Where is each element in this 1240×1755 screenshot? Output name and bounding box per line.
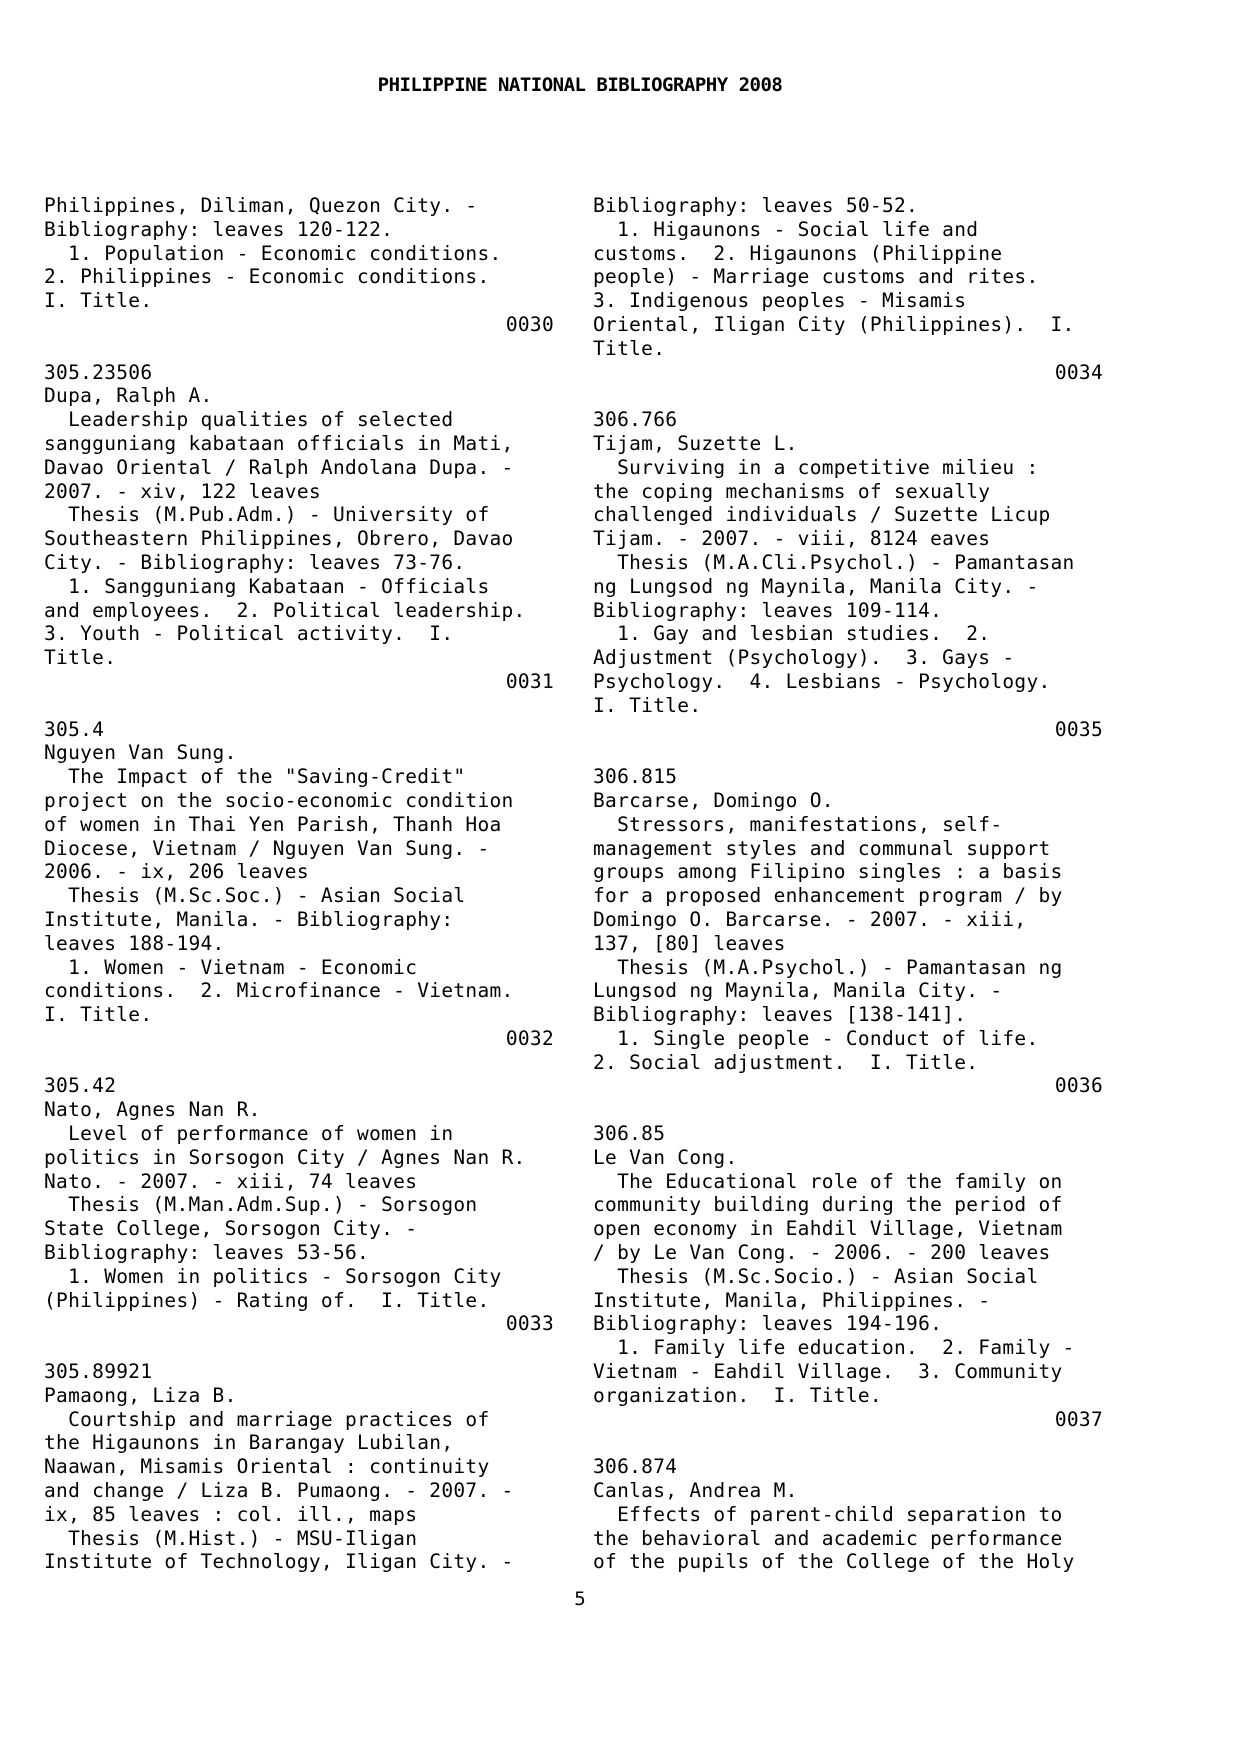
continued-entry (593, 194, 1103, 408)
entry-line: 1. Population - Economic conditions. (44, 241, 502, 265)
entry-line: I. Title. (44, 289, 153, 313)
entry-line: 305.4 (44, 717, 105, 741)
entry-spacer (593, 384, 1103, 408)
entry-line: Institute of Technology, Iligan City. - (44, 1550, 514, 1574)
continued-entry (44, 194, 554, 361)
entry-line: 1. Gay and lesbian studies. 2. (593, 622, 991, 646)
entry-line: 306.874 (593, 1455, 678, 1479)
bibliography-entry (44, 718, 554, 1075)
entry-line: Barcarse, Domingo O. (593, 788, 834, 812)
entry-line: 2. Philippines - Economic conditions. (44, 265, 490, 289)
entry-line: Psychology. 4. Lesbians - Psychology. (593, 669, 1051, 693)
entry-number: 0033 (505, 1312, 554, 1336)
entry-line: Stressors, manifestations, self- (593, 812, 1003, 836)
entry-line: Adjustment (Psychology). 3. Gays - (593, 646, 1015, 670)
entry-line: ix, 85 leaves : col. ill., maps (44, 1502, 418, 1526)
entry-line: Thesis (M.A.Psychol.) - Pamantasan ng (593, 955, 1063, 979)
entry-line: Oriental, Iligan City (Philippines). I. (593, 312, 1075, 336)
entry-line: challenged individuals / Suzette Licup (593, 503, 1051, 527)
entry-line: sangguniang kabataan officials in Mati, (44, 431, 514, 455)
entry-line: conditions. 2. Microfinance - Vietnam. (44, 979, 514, 1003)
entry-spacer (593, 1431, 1103, 1455)
entry-line: of the pupils of the College of the Holy (593, 1550, 1075, 1574)
entry-line: of women in Thai Yen Parish, Thanh Hoa (44, 812, 502, 836)
entry-line: Title. (44, 646, 117, 670)
entry-line: Lungsod ng Maynila, Manila City. - (593, 979, 1003, 1003)
entry-line: 305.42 (44, 1074, 117, 1098)
entry-line: 3. Indigenous peoples - Misamis (593, 289, 967, 313)
bibliography-entry (44, 1360, 554, 1574)
entry-line: Le Van Cong. (593, 1145, 738, 1169)
entry-line: Davao Oriental / Ralph Andolana Dupa. - (44, 455, 514, 479)
entry-line: Domingo O. Barcarse. - 2007. - xiii, (593, 907, 1027, 931)
entry-line: 306.85 (593, 1122, 666, 1146)
entry-line: 306.815 (593, 765, 678, 789)
entry-line: the Higaunons in Barangay Lubilan, (44, 1431, 454, 1455)
entry-line: 2. Social adjustment. I. Title. (593, 1050, 979, 1074)
entry-line: Southeastern Philippines, Obrero, Davao (44, 527, 514, 551)
entry-line: Dupa, Ralph A. (44, 384, 213, 408)
entry-line: Pamaong, Liza B. (44, 1383, 237, 1407)
entry-line: Thesis (M.Man.Adm.Sup.) - Sorsogon (44, 1193, 478, 1217)
entry-line: Thesis (M.Sc.Soc.) - Asian Social (44, 884, 466, 908)
entry-line: Thesis (M.Pub.Adm.) - University of (44, 503, 490, 527)
entry-line: (Philippines) - Rating of. I. Title. (44, 1288, 490, 1312)
entry-spacer (44, 337, 554, 361)
entry-line: State College, Sorsogon City. - (44, 1217, 418, 1241)
entry-spacer (44, 1336, 554, 1360)
entry-line: 306.766 (593, 408, 678, 432)
entry-line: City. - Bibliography: leaves 73-76. (44, 550, 466, 574)
entry-line: and employees. 2. Political leadership. (44, 598, 526, 622)
entry-line: customs. 2. Higaunons (Philippine (593, 241, 1003, 265)
bibliography-entry (44, 361, 554, 718)
entry-line: Institute, Manila, Philippines. - (593, 1288, 991, 1312)
entry-line: Tijam, Suzette L. (593, 431, 798, 455)
entry-number: 0031 (505, 669, 554, 693)
entry-number: 0030 (505, 312, 554, 336)
entry-line: Leadership qualities of selected (44, 408, 454, 432)
entry-line: Courtship and marriage practices of (44, 1407, 490, 1431)
entry-line: I. Title. (44, 1003, 153, 1027)
entry-line: 2007. - xiv, 122 leaves (44, 479, 321, 503)
entry-number: 0034 (1054, 360, 1103, 384)
entry-line: Institute, Manila. - Bibliography: (44, 907, 454, 931)
entry-line: Title. (593, 336, 666, 360)
entry-line: management styles and communal support (593, 836, 1051, 860)
entry-line: groups among Filipino singles : a basis (593, 860, 1063, 884)
entry-line: / by Le Van Cong. - 2006. - 200 leaves (593, 1241, 1051, 1265)
entry-line: Bibliography: leaves 53-56. (44, 1241, 370, 1265)
entry-line: 305.89921 (44, 1360, 153, 1384)
entry-line: The Educational role of the family on (593, 1169, 1063, 1193)
entry-line: Thesis (M.A.Cli.Psychol.) - Pamantasan (593, 550, 1075, 574)
bibliography-entry (593, 408, 1103, 765)
entry-spacer (593, 741, 1103, 765)
entry-line: Philippines, Diliman, Quezon City. - (44, 194, 478, 217)
page-number: 5 (574, 1588, 586, 1610)
entry-line: politics in Sorsogon City / Agnes Nan R. (44, 1145, 526, 1169)
page-title: PHILIPPINE NATIONAL BIBLIOGRAPHY 2008 (377, 74, 783, 96)
entry-line: Tijam. - 2007. - viii, 8124 eaves (593, 527, 991, 551)
entry-line: 3. Youth - Political activity. I. (44, 622, 454, 646)
entry-line: Diocese, Vietnam / Nguyen Van Sung. - (44, 836, 490, 860)
entry-spacer (593, 1098, 1103, 1122)
entry-line: for a proposed enhancement program / by (593, 884, 1063, 908)
entry-line: The Impact of the "Saving-Credit" (44, 765, 466, 789)
entry-line: Effects of parent-child separation to (593, 1502, 1063, 1526)
left-column (44, 194, 554, 1574)
bibliography-entry (593, 765, 1103, 1122)
entry-line: Nato, Agnes Nan R. (44, 1098, 261, 1122)
entry-line: 305.23506 (44, 360, 153, 384)
entry-line: people) - Marriage customs and rites. (593, 265, 1039, 289)
entry-line: Thesis (M.Hist.) - MSU-Iligan (44, 1526, 418, 1550)
entry-spacer (44, 694, 554, 718)
entry-line: Nato. - 2007. - xiii, 74 leaves (44, 1169, 418, 1193)
entry-line: Surviving in a competitive milieu : (593, 455, 1039, 479)
entry-line: Bibliography: leaves 50-52. (593, 194, 919, 217)
entry-line: the coping mechanisms of sexually (593, 479, 991, 503)
entry-number: 0035 (1054, 717, 1103, 741)
right-column (593, 194, 1103, 1574)
entry-line: 2006. - ix, 206 leaves (44, 860, 309, 884)
entry-line: Bibliography: leaves 109-114. (593, 598, 943, 622)
entry-number: 0036 (1054, 1074, 1103, 1098)
entry-line: 1. Single people - Conduct of life. (593, 1026, 1039, 1050)
entry-line: Bibliography: leaves [138-141]. (593, 1003, 967, 1027)
entry-line: Nguyen Van Sung. (44, 741, 237, 765)
entry-spacer (44, 1051, 554, 1075)
entry-line: organization. I. Title. (593, 1383, 882, 1407)
entry-line: open economy in Eahdil Village, Vietnam (593, 1217, 1063, 1241)
entry-line: the behavioral and academic performance (593, 1526, 1063, 1550)
entry-line: Bibliography: leaves 120-122. (44, 217, 394, 241)
entry-line: leaves 188-194. (44, 931, 225, 955)
entry-line: project on the socio-economic condition (44, 788, 514, 812)
entry-number: 0037 (1054, 1407, 1103, 1431)
entry-line: I. Title. (593, 693, 702, 717)
entry-line: and change / Liza B. Pumaong. - 2007. - (44, 1479, 514, 1503)
bibliography-entry (44, 1074, 554, 1360)
entry-line: Naawan, Misamis Oriental : continuity (44, 1455, 490, 1479)
entry-line: 1. Women in politics - Sorsogon City (44, 1264, 502, 1288)
bibliography-entry (593, 1122, 1103, 1455)
entry-line: Level of performance of women in (44, 1122, 454, 1146)
entry-line: ng Lungsod ng Maynila, Manila City. - (593, 574, 1039, 598)
entry-line: 1. Sangguniang Kabataan - Officials (44, 574, 490, 598)
entry-line: 1. Family life education. 2. Family - (593, 1336, 1075, 1360)
entry-line: 1. Women - Vietnam - Economic (44, 955, 418, 979)
entry-line: 137, [80] leaves (593, 931, 786, 955)
entry-line: Vietnam - Eahdil Village. 3. Community (593, 1360, 1063, 1384)
entry-line: Canlas, Andrea M. (593, 1479, 798, 1503)
entry-line: Thesis (M.Sc.Socio.) - Asian Social (593, 1264, 1039, 1288)
entry-line: 1. Higaunons - Social life and (593, 217, 979, 241)
entry-line: community building during the period of (593, 1193, 1063, 1217)
entry-line: Bibliography: leaves 194-196. (593, 1312, 943, 1336)
entry-number: 0032 (505, 1026, 554, 1050)
bibliography-entry (593, 1455, 1103, 1574)
